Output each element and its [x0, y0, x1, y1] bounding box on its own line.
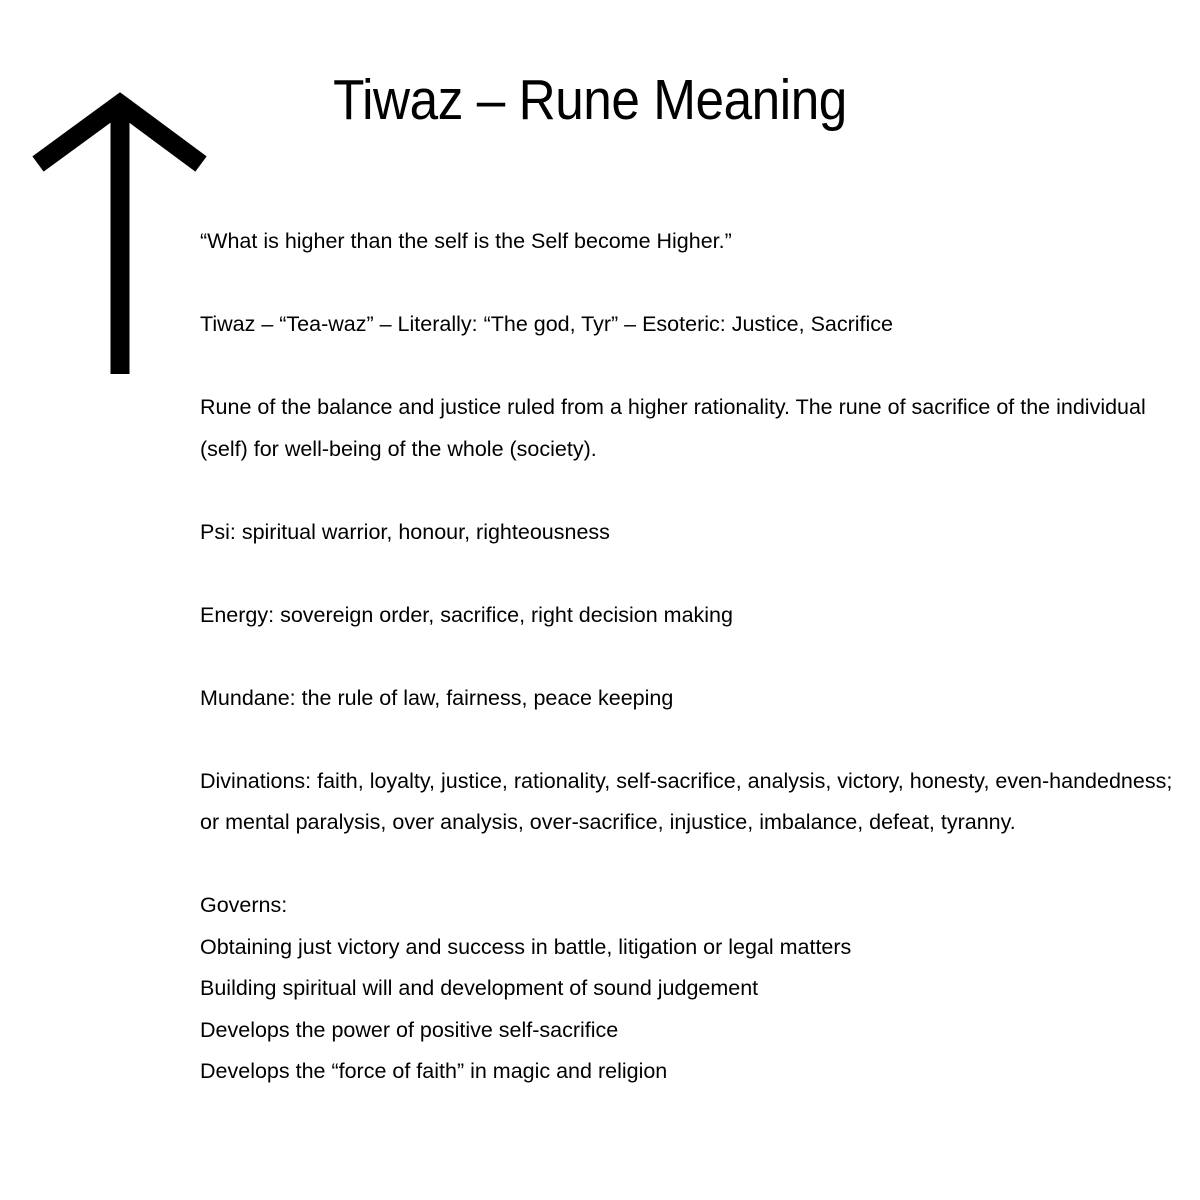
description: Rune of the balance and justice ruled from a higher rationality. The rune of sacrifice of the individual (self) for well-being of the whole (society). — [200, 395, 1146, 461]
energy-line: Energy: sovereign order, sacrifice, right decision making — [200, 602, 733, 627]
page-title: Tiwaz – Rune Meaning — [333, 68, 847, 132]
rune-description — [200, 221, 1180, 1093]
governs-heading: Governs: — [200, 893, 288, 917]
governs-item: Develops the power of positive self-sacrifice — [200, 1017, 619, 1042]
quote: “What is higher than the self is the Self become Higher.” — [200, 229, 732, 253]
governs-section — [200, 885, 1180, 1093]
governs-item: Obtaining just victory and success in battle, litigation or legal matters — [200, 934, 852, 959]
mundane-line: Mundane: the rule of law, fairness, peace keeping — [200, 685, 674, 710]
governs-item: Building spiritual will and development of sound judgement — [200, 976, 759, 1000]
pronunciation: Tiwaz – “Tea-waz” – Literally: “The god, Tyr” – Esoteric: Justice, Sacrifice — [200, 312, 894, 336]
governs-item: Develops the “force of faith” in magic and religion — [200, 1059, 668, 1083]
psi-line: Psi: spiritual warrior, honour, righteousness — [200, 519, 610, 544]
divinations-line: Divinations: faith, loyalty, justice, rationality, self-sacrifice, analysis, victory, honesty, even-handedness; or mental paralysis, over analysis, over-sacrifice, injustice, imbalance, defeat, tyranny. — [200, 768, 1173, 834]
